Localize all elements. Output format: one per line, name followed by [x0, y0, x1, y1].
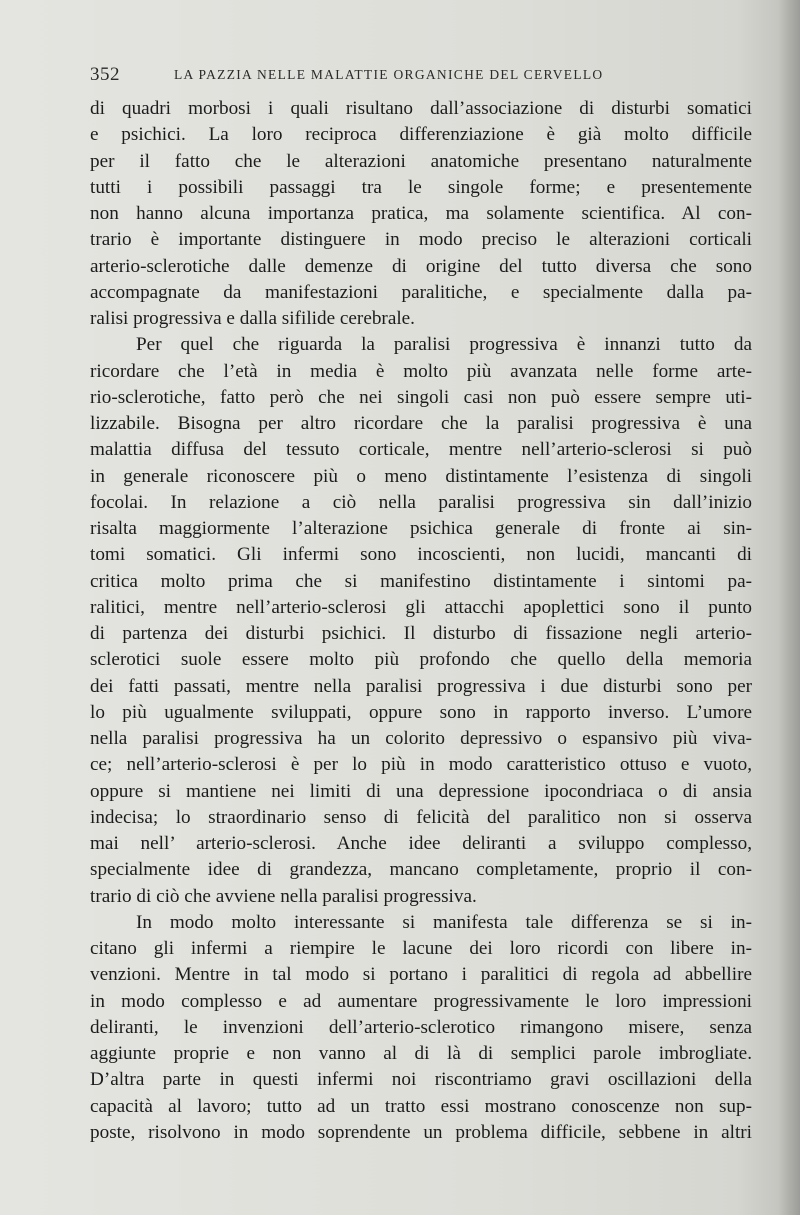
text-line: aggiunte proprie e non vanno al di là di semplici parole imbrogliate. [90, 1043, 752, 1064]
text-line: e psichici. La loro reciproca differenziazione è già molto difficile [90, 124, 752, 146]
text-line: accompagnate da manifestazioni paralitiche, e specialmente dalla pa- [90, 281, 752, 303]
text-line: indecisa; lo straordinario senso di felicità del paralitico non si osserva [90, 806, 752, 828]
text-line: deliranti, le invenzioni dell’arterio-sclerotico rimangono misere, senza [90, 1016, 752, 1038]
text-line: non hanno alcuna importanza pratica, ma solamente scientifica. Al con- [90, 203, 752, 224]
body-text [90, 96, 752, 1146]
text-line: capacità al lavoro; tutto ad un tratto essi mostrano conoscenze non sup- [90, 1095, 752, 1117]
text-line: risalta maggiormente l’alterazione psichica generale di fronte ai sin- [90, 518, 752, 539]
text-line: critica molto prima che si manifestino distintamente i sintomi pa- [90, 570, 752, 592]
text-line: ricordare che l’età in media è molto più avanzata nelle forme arte- [90, 360, 752, 382]
text-line: poste, risolvono in modo soprendente un problema difficile, sebbene in altri [90, 1121, 752, 1143]
text-line: di partenza dei disturbi psichici. Il disturbo di fissazione negli arterio- [90, 623, 752, 644]
text-line: trario di ciò che avviene nella paralisi progressiva. [90, 885, 477, 907]
page-header [90, 64, 750, 88]
page-number: 352 [90, 64, 120, 85]
text-line: Per quel che riguarda la paralisi progressiva è innanzi tutto da [136, 334, 752, 356]
text-line: trario è importante distinguere in modo preciso le alterazioni corticali [90, 229, 752, 251]
text-line: dei fatti passati, mentre nella paralisi progressiva i due disturbi sono per [90, 675, 752, 697]
text-line: in generale riconoscere più o meno distintamente l’esistenza di singoli [90, 465, 752, 487]
text-line: focolai. In relazione a ciò nella paralisi progressiva sin dall’inizio [90, 491, 752, 513]
text-line: rio-sclerotiche, fatto però che nei singoli casi non può essere sempre uti- [90, 386, 752, 408]
text-line: lo più ugualmente sviluppati, oppure sono in rapporto inverso. L’umore [90, 701, 752, 723]
running-title: LA PAZZIA NELLE MALATTIE ORGANICHE DEL CERVELLO [174, 67, 604, 82]
text-line: di quadri morbosi i quali risultano dall’associazione di disturbi somatici [90, 98, 752, 119]
text-line: oppure si mantiene nei limiti di una depressione ipocondriaca o di ansia [90, 780, 752, 802]
text-line: In modo molto interessante si manifesta tale differenza se si in- [136, 911, 752, 933]
page-edge-shadow [778, 0, 800, 1215]
text-line: ralitici, mentre nell’arterio-sclerosi gli attacchi apoplettici sono il punto [90, 596, 752, 618]
text-line: tomi somatici. Gli infermi sono incoscienti, non lucidi, mancanti di [90, 544, 752, 566]
text-line: nella paralisi progressiva ha un colorito depressivo o espansivo più viva- [90, 728, 752, 749]
text-line: citano gli infermi a riempire le lacune dei loro ricordi con libere in- [90, 938, 752, 959]
text-line: ralisi progressiva e dalla sifilide cerebrale. [90, 308, 415, 329]
text-line: arterio-sclerotiche dalle demenze di origine del tutto diversa che sono [90, 255, 752, 277]
text-line: malattia diffusa del tessuto corticale, mentre nell’arterio-sclerosi si può [90, 439, 752, 461]
text-line: venzioni. Mentre in tal modo si portano i paralitici di regola ad abbellire [90, 964, 752, 986]
text-line: tutti i possibili passaggi tra le singole forme; e presentemente [90, 176, 752, 198]
text-line: ce; nell’arterio-sclerosi è per lo più in modo caratteristico ottuso e vuoto, [90, 754, 752, 776]
text-line: in modo complesso e ad aumentare progressivamente le loro impressioni [90, 990, 752, 1012]
text-line: mai nell’ arterio-sclerosi. Anche idee deliranti a sviluppo complesso, [90, 833, 752, 854]
text-line: specialmente idee di grandezza, mancano completamente, proprio il con- [90, 859, 752, 881]
text-line: sclerotici suole essere molto più profondo che quello della memoria [90, 649, 752, 671]
text-line: lizzabile. Bisogna per altro ricordare che la paralisi progressiva è una [90, 413, 752, 434]
text-line: per il fatto che le alterazioni anatomiche presentano naturalmente [90, 150, 752, 172]
text-line: D’altra parte in questi infermi noi riscontriamo gravi oscillazioni della [90, 1069, 752, 1091]
